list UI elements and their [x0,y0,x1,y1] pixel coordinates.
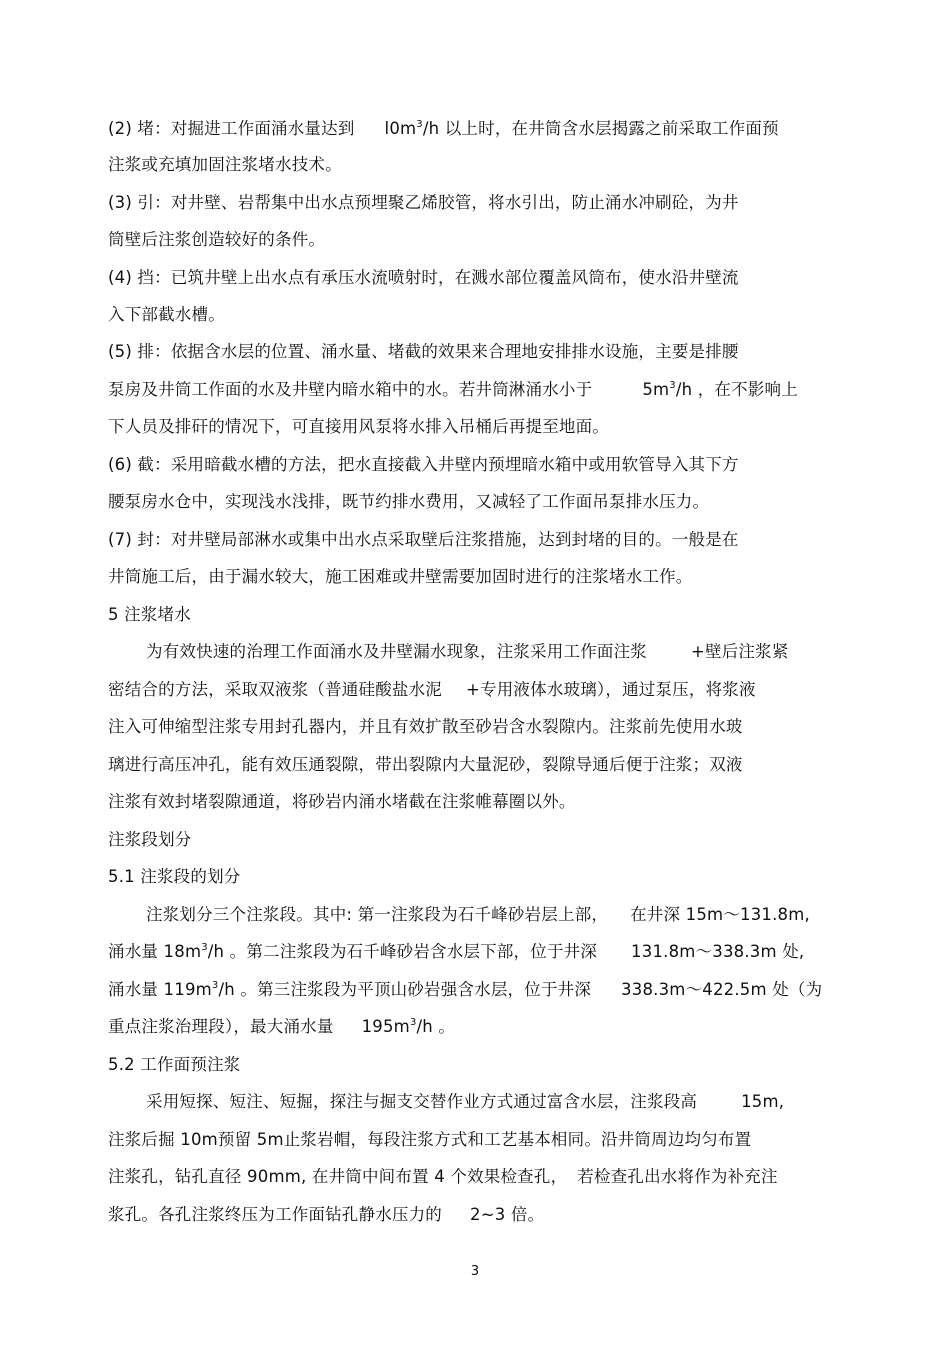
face-grouting-para-line-3: 注浆孔，钻孔直径 90mm, 在井筒中间布置 4 个效果检查孔， 若检查孔出水将作为补充注 [108,1167,778,1186]
grouting-para-line-1: 为有效快速的治理工作面涌水及井壁漏水现象，注浆采用工作面注浆 +壁后注浆紧 [146,642,789,661]
para-5-line-1: (5) 排：依据含水层的位置、涌水量、堵截的效果来合理地安排排水设施，主要是排腰 [108,342,739,361]
face-grouting-para-line-4: 浆孔。各孔注浆终压为工作面钻孔静水压力的 2~3 倍。 [108,1205,545,1224]
para-7-line-2: 井筒施工后，由于漏水较大，施工困难或井壁需要加固时进行的注浆堵水工作。 [108,567,693,586]
page-number: 3 [470,1264,480,1279]
section-5-heading: 5 注浆堵水 [108,605,191,624]
para-4-line-1: (4) 挡：已筑井壁上出水点有承压水流喷射时，在溅水部位覆盖风筒布，使水沿井壁流 [108,268,739,287]
grouting-para-line-2: 密结合的方法，采取双液浆（普通硅酸盐水泥 +专用液体水玻璃），通过泵压，将浆液 [108,680,756,699]
para-3-line-2: 筒壁后注浆创造较好的条件。 [108,230,326,249]
para-2-line-2: 注浆或充填加固注浆堵水技术。 [108,155,342,174]
para-7-line-1: (7) 封：对井壁局部淋水或集中出水点采取壁后注浆措施，达到封堵的目的。一般是在 [108,530,739,549]
face-grouting-para-line-1: 采用短探、短注、短掘，探注与掘支交替作业方式通过富含水层，注浆段高 15m, [146,1092,785,1111]
segments-para-line-4: 重点注浆治理段），最大涌水量 $195m^3/h$ 。 [108,1016,456,1036]
para-5-line-3: 下人员及排矸的情况下，可直接用风泵将水排入吊桶后再提至地面。 [108,417,609,436]
face-grouting-para-line-2: 注浆后掘 10m预留 5m止浆岩帽，每段注浆方式和工艺基本相同。沿井筒周边均匀布置 [108,1130,752,1149]
para-6-line-2: 腰泵房水仓中，实现浅水浅排，既节约排水费用，又减轻了工作面吊泵排水压力。 [108,492,710,511]
para-6-line-1: (6) 截：采用暗截水槽的方法，把水直接截入井壁内预埋暗水箱中或用软管导入其下方 [108,455,739,474]
para-3-line-1: (3) 引：对井壁、岩帮集中出水点预埋聚乙烯胶管，将水引出，防止涌水冲刷砼，为井 [108,193,739,212]
grouting-section-heading: 注浆段划分 [108,830,192,849]
segments-para-line-3: 涌水量 $119m^3/h$ 。第三注浆段为平顶山砂岩强含水层，位于井深 338.3m～422.5m 处（为 [108,979,823,999]
section-5-2-heading: 5.2 工作面预注浆 [108,1055,241,1074]
para-4-line-2: 入下部截水槽。 [108,305,225,324]
para-2-line-1: (2) 堵：对掘进工作面涌水量达到 $l0m^3/h$ 以上时，在井筒含水层揭露之前采取工作面预 [108,118,779,138]
grouting-para-line-4: 璃进行高压冲孔，能有效压通裂隙，带出裂隙内大量泥砂，裂隙导通后便于注浆；双液 [108,755,743,774]
section-5-1-heading: 5.1 注浆段的划分 [108,867,241,886]
grouting-para-line-5: 注浆有效封堵裂隙通道，将砂岩内涌水堵截在注浆帷幕圈以外。 [108,792,576,811]
segments-para-line-2: 涌水量 $18m^3/h$ 。第二注浆段为石千峰砂岩含水层下部，位于井深 131.8m～338.3m 处, [108,941,805,961]
segments-para-line-1: 注浆划分三个注浆段。其中: 第一注浆段为石千峰砂岩层上部， 在井深 15m～131.8m, [146,905,810,924]
para-5-line-2: 泵房及井筒工作面的水及井壁内暗水箱中的水。若井筒淋涌水小于 $5m^3/h$ ，在不影响上 [108,379,798,399]
grouting-para-line-3: 注入可伸缩型注浆专用封孔器内，并且有效扩散至砂岩含水裂隙内。注浆前先使用水玻 [108,717,743,736]
